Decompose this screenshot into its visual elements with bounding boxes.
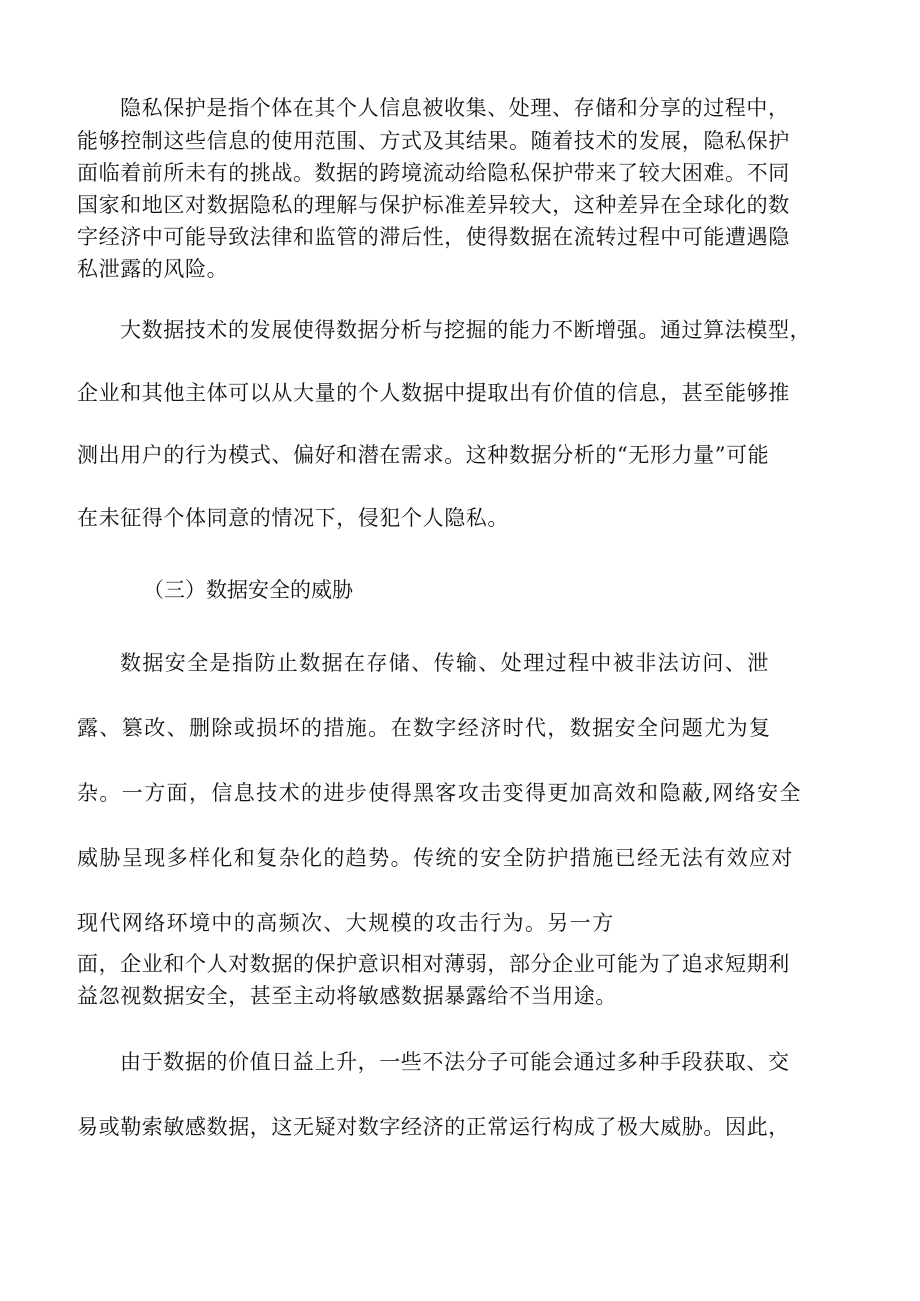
paragraph-3-line-5: 现代网络环境中的高频次、大规模的攻击行为。另一方	[77, 911, 615, 935]
paragraph-2-line-3: 测出用户的行为模式、偏好和潜在需求。这种数据分析的“无形力量”可能	[77, 443, 770, 467]
paragraph-3-line-4: 威胁呈现多样化和复杂化的趋势。传统的安全防护措施已经无法有效应对	[77, 846, 794, 870]
paragraph-3-line-2: 露、篡改、删除或损坏的措施。在数字经济时代，数据安全问题尤为复	[77, 716, 772, 740]
section-heading: （三）数据安全的威胁	[143, 578, 353, 602]
paragraph-1-line-2: 能够控制这些信息的使用范围、方式及其结果。随着技术的发展，隐私保护	[77, 129, 790, 153]
paragraph-3-line-6: 面，企业和个人对数据的保护意识相对薄弱，部分企业可能为了追求短期利	[77, 952, 790, 976]
paragraph-2-line-2: 企业和其他主体可以从大量的个人数据中提取出有价值的信息，甚至能够推	[77, 381, 790, 405]
paragraph-4-line-1: 由于数据的价值日益上升，一些不法分子可能会通过多种手段获取、交	[120, 1050, 790, 1074]
paragraph-1-line-1: 隐私保护是指个体在其个人信息被收集、处理、存储和分享的过程中，	[120, 96, 790, 120]
paragraph-1-line-6: 私泄露的风险。	[77, 257, 229, 281]
paragraph-1-line-5: 字经济中可能导致法律和监管的滞后性，使得数据在流转过程中可能遭遇隐	[77, 225, 790, 249]
paragraph-1-line-3: 面临着前所未有的挑战。数据的跨境流动给隐私保护带来了较大困难。不同	[77, 161, 790, 185]
paragraph-3-line-1: 数据安全是指防止数据在存储、传输、处理过程中被非法访问、泄	[120, 651, 770, 675]
paragraph-2-line-1: 大数据技术的发展使得数据分析与挖掘的能力不断增强。通过算法模型，	[120, 318, 812, 342]
paragraph-3-line-3: 杂。一方面，信息技术的进步使得黑客攻击变得更加高效和隐蔽,网络安全	[77, 781, 802, 805]
paragraph-3-line-7: 益忽视数据安全，甚至主动将敏感数据暴露给不当用途。	[77, 984, 617, 1008]
paragraph-1-line-4: 国家和地区对数据隐私的理解与保护标准差异较大，这种差异在全球化的数	[77, 193, 790, 217]
paragraph-4-line-2: 易或勒索敏感数据，这无疑对数字经济的正常运行构成了极大威胁。因此，	[77, 1115, 790, 1139]
paragraph-2-line-4: 在未征得个体同意的情况下，侵犯个人隐私。	[77, 506, 509, 530]
